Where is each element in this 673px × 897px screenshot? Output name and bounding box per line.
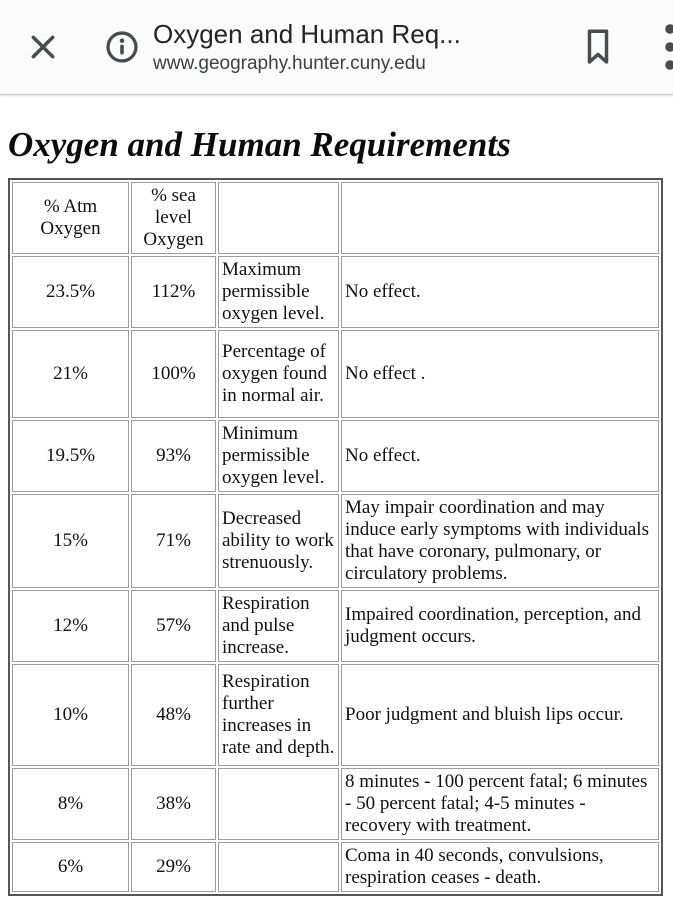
effect-cell: No effect. [341,256,659,328]
header-sea-level-oxygen: % sea level Oxygen [131,182,216,254]
sea-cell: 112% [131,256,216,328]
close-button[interactable] [26,30,60,64]
atm-cell: 12% [12,590,129,662]
effect-cell: No effect . [341,330,659,418]
overflow-menu-button[interactable] [663,16,673,78]
header-effect [341,182,659,254]
sea-cell: 93% [131,420,216,492]
effect-cell: Poor judgment and bluish lips occur. [341,664,659,766]
table-header-row [12,182,659,254]
atm-cell: 23.5% [12,256,129,328]
table-row [12,664,659,766]
condition-cell: Respiration and pulse increase. [218,590,339,662]
condition-cell: Minimum permissible oxygen level. [218,420,339,492]
atm-cell: 8% [12,768,129,840]
condition-cell: Respiration further increases in rate and depth. [218,664,339,766]
table-row [12,590,659,662]
effect-cell: Coma in 40 seconds, convulsions, respiration ceases - death. [341,842,659,892]
page-url: www.geography.hunter.cuny.edu [153,53,426,74]
sea-cell: 29% [131,842,216,892]
atm-cell: 15% [12,494,129,588]
page-info-button[interactable] [104,27,140,67]
bookmark-icon [582,27,614,67]
header-condition [218,182,339,254]
effect-cell: May impair coordination and may induce early symptoms with individuals that have coronary, pulmonary, or circulatory problems. [341,494,659,588]
table-row [12,494,659,588]
oxygen-requirements-table [8,178,663,896]
atm-cell: 10% [12,664,129,766]
condition-cell: Percentage of oxygen found in normal air. [218,330,339,418]
condition-cell: Maximum permissible oxygen level. [218,256,339,328]
bookmark-button[interactable] [579,26,617,68]
table-row [12,768,659,840]
sea-cell: 71% [131,494,216,588]
effect-cell: 8 minutes - 100 percent fatal; 6 minutes - 50 percent fatal; 4-5 minutes - recovery with treatment. [341,768,659,840]
page-title: Oxygen and Human Req... [153,19,461,49]
page-title-block [153,18,579,76]
condition-cell [218,842,339,892]
condition-cell [218,768,339,840]
table-row [12,420,659,492]
overflow-menu-icon [663,16,673,78]
condition-cell: Decreased ability to work strenuously. [218,494,339,588]
sea-cell: 57% [131,590,216,662]
table-row [12,842,659,892]
document-heading: Oxygen and Human Requirements [8,125,511,164]
info-icon [104,29,140,65]
sea-cell: 100% [131,330,216,418]
atm-cell: 6% [12,842,129,892]
header-atm-oxygen: % Atm Oxygen [12,182,129,254]
table-row [12,330,659,418]
web-page-content [0,126,673,896]
effect-cell: No effect. [341,420,659,492]
close-icon [26,30,60,64]
atm-cell: 21% [12,330,129,418]
effect-cell: Impaired coordination, perception, and judgment occurs. [341,590,659,662]
atm-cell: 19.5% [12,420,129,492]
sea-cell: 48% [131,664,216,766]
sea-cell: 38% [131,768,216,840]
table-row [12,256,659,328]
browser-top-bar [0,0,673,95]
